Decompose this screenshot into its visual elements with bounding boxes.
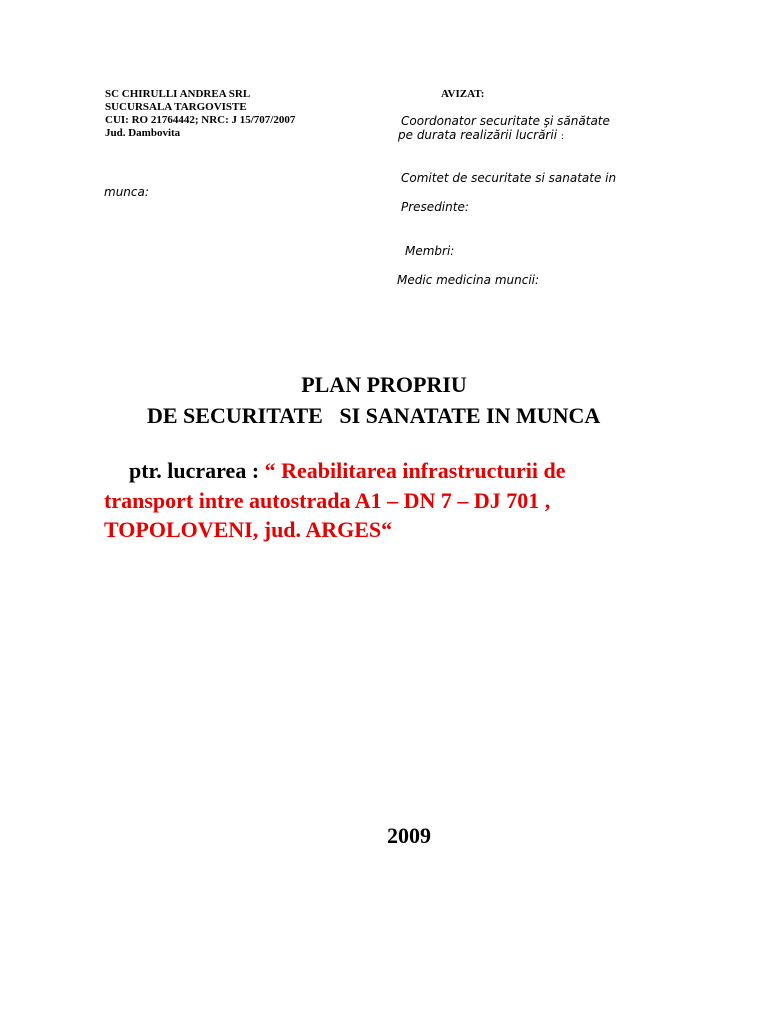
company-county: Jud. Dambovita (105, 127, 181, 139)
president-label: Presedinte: (401, 200, 469, 214)
company-branch: SUCURSALA TARGOVISTE (105, 101, 247, 113)
coordinator-line-2-text: pe durata realizării lucrării (398, 128, 558, 142)
coordinator-colon: : (560, 132, 564, 142)
work-prefix: ptr. lucrarea : (129, 458, 265, 483)
company-name: SC CHIRULLI ANDREA SRL (105, 88, 251, 100)
coordinator-line-1: Coordonator securitate şi sănătate (401, 114, 610, 128)
work-line-3: TOPOLOVENI, jud. ARGES“ (104, 517, 393, 542)
document-year: 2009 (387, 823, 431, 848)
work-line-2: transport intre autostrada A1 – DN 7 – DJ 701 , (104, 488, 551, 513)
coordinator-line-2 (398, 128, 564, 142)
committee-line-2: munca: (104, 185, 149, 199)
work-line-1 (129, 458, 565, 484)
company-ids: CUI: RO 21764442; NRC: J 15/707/2007 (105, 114, 296, 126)
committee-line-1: Comitet de securitate si sanatate in (401, 171, 617, 185)
doctor-label: Medic medicina muncii: (397, 273, 540, 287)
members-label: Membri: (405, 244, 455, 258)
approval-heading: AVIZAT: (441, 88, 485, 100)
title-line-1: PLAN PROPRIU (301, 372, 467, 397)
title-line-2: DE SECURITATE SI SANATATE IN MUNCA (147, 403, 601, 428)
company-block (105, 88, 295, 140)
work-name-line-1: “ Reabilitarea infrastructurii de (264, 458, 566, 483)
